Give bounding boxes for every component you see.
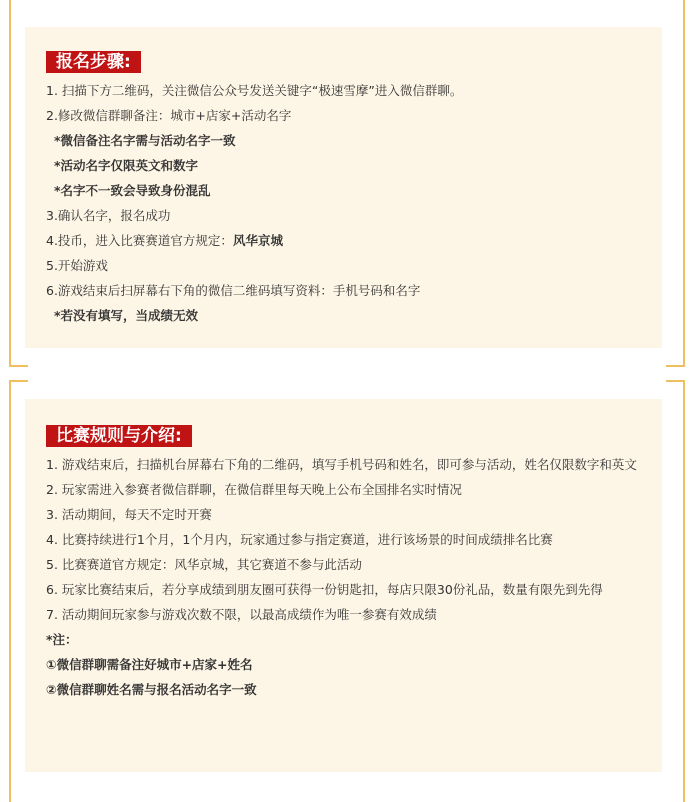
step-4-text: 4.投币，进入比赛赛道官方规定： — [46, 233, 233, 248]
competition-rules-panel — [25, 399, 662, 772]
rules-note-title: *注： — [46, 632, 78, 647]
rules-title: 比赛规则与介绍: — [46, 425, 192, 447]
registration-steps-panel — [25, 27, 662, 348]
step-4 — [46, 228, 648, 253]
step-6: 6.游戏结束后扫屏幕右下角的微信二维码填写资料：手机号码和名字 — [46, 283, 421, 298]
rules-note-1: ①微信群聊需备注好城市+店家+姓名 — [46, 657, 253, 672]
steps-title: 报名步骤: — [46, 51, 141, 73]
step-note-4: *若没有填写，当成绩无效 — [54, 308, 199, 323]
rule-4: 4. 比赛持续进行1个月，1个月内，玩家通过参与指定赛道，进行该场景的时间成绩排名比赛 — [46, 532, 553, 547]
step-note-3: *名字不一致会导致身份混乱 — [54, 183, 211, 198]
rule-3: 3. 活动期间，每天不定时开赛 — [46, 507, 212, 522]
rule-2: 2. 玩家需进入参赛者微信群聊，在微信群里每天晚上公布全国排名实时情况 — [46, 482, 462, 497]
step-4-track: 风华京城 — [232, 233, 283, 248]
step-5: 5.开始游戏 — [46, 258, 108, 273]
rule-7: 7. 活动期间玩家参与游戏次数不限，以最高成绩作为唯一参赛有效成绩 — [46, 607, 437, 622]
step-3: 3.确认名字，报名成功 — [46, 208, 171, 223]
rule-5: 5. 比赛赛道官方规定：风华京城，其它赛道不参与此活动 — [46, 557, 362, 572]
rules-note-2: ②微信群聊姓名需与报名活动名字一致 — [46, 682, 257, 697]
step-note-1: *微信备注名字需与活动名字一致 — [54, 133, 236, 148]
step-2: 2.修改微信群聊备注：城市+店家+活动名字 — [46, 108, 292, 123]
step-note-2: *活动名字仅限英文和数字 — [54, 158, 199, 173]
step-1: 1. 扫描下方二维码，关注微信公众号发送关键字“极速雪摩”进入微信群聊。 — [46, 83, 463, 98]
frame-bracket-right-bottom — [666, 380, 685, 802]
rule-1: 1. 游戏结束后，扫描机台屏幕右下角的二维码，填写手机号码和姓名，即可参与活动，姓名仅限数字和英文 — [46, 457, 637, 472]
rule-6: 6. 玩家比赛结束后，若分享成绩到朋友圈可获得一份钥匙扣，每店只限30份礼品，数量有限先到先得 — [46, 582, 603, 597]
frame-bracket-right-top — [666, 0, 685, 367]
